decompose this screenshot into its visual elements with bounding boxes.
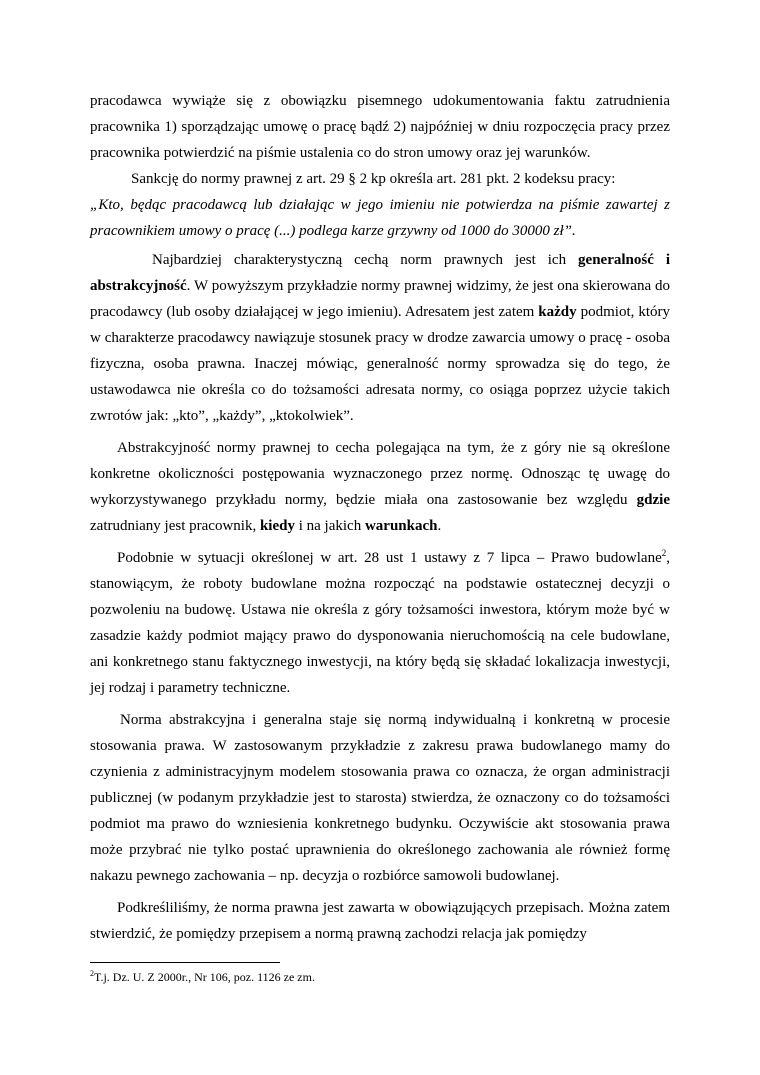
bold-term: kiedy <box>259 518 295 534</box>
footnote-text: T.j. Dz. U. Z 2000r., Nr 106, poz. 1126 ze zm. <box>94 970 315 984</box>
paragraph-1: pracodawca wywiąże się z obowiązku pisemnego udokumentowania faktu zatrudnienia pracownika 1) sporządzając umowę o pracę bądź 2) najpóźniej w dniu rozpoczęcia pracy przez pracownika potwierdzić na piśmie ustalenia co do stron umowy oraz jej warunków. <box>90 93 670 161</box>
paragraph-application: Norma abstrakcyjna i generalna staje się normą indywidualną i konkretną w procesie stosowania prawa. W zastosowanym przykładzie z zakresu prawa budowlanego mamy do czynienia z administracyjnym modelem stosowania prawa co oznacza, że organ administracji publicznej (w podanym przykładzie jest to starosta) stwierdza, że oznaczony co do tożsamości podmiot ma prawo do wzniesienia konkretnego budynku. Oczywiście akt stosowania prawa może przybrać nie tylko postać uprawnienia do określonego zachowania ale również formę nakazu pewnego zachowania – np. decyzja o rozbiórce samowoli budowlanej. <box>90 712 670 884</box>
text-segment: Abstrakcyjność normy prawnej to cecha polegająca na tym, że z góry nie są określone konkretne okoliczności postępowania wyznaczonego przez normę. Odnosząc tę uwagę do wykorzystywanego przykładu normy, będzie miała ona zastosowanie bez względu <box>90 440 670 508</box>
paragraph-abstractness <box>90 435 670 539</box>
bold-term: warunkach <box>364 518 438 534</box>
paragraph-2: Sankcję do normy prawnej z art. 29 § 2 kp określa art. 281 pkt. 2 kodeksu pracy: <box>131 171 616 187</box>
footnote-number: 2 <box>90 969 94 978</box>
text-segment: i na jakich <box>294 518 365 534</box>
text-segment: . W powyższym przykładzie normy prawnej widzimy, że jest ona skierowana do pracodawcy (lub osoby działającej w jego imieniu). Adresatem jest zatem <box>90 278 670 320</box>
bold-term: generalność i abstrakcyjność <box>90 252 670 294</box>
paragraph-provision: Podkreśliliśmy, że norma prawna jest zawarta w obowiązujących przepisach. Można zatem stwierdzić, że pomiędzy przepisem a normą prawną zachodzi relacja jak pomiędzy <box>90 900 670 942</box>
text-segment: . <box>437 518 442 534</box>
text-segment: Najbardziej charakterystyczną cechą norm prawnych jest ich <box>152 252 579 268</box>
paragraph-generality <box>90 247 670 429</box>
text-segment: podmiot, który w charakterze pracodawcy nawiązuje stosunek pracy w drodze zawarcia umowy o pracę - osoba fizyczna, osoba prawna. Inaczej mówiąc, generalność normy sprowadza się do tego, że ustawodawca nie określa co do tożsamości adresata normy, co osiąga poprzez użycie takich zwrotów jak: „kto”, „każdy”, „ktokolwiek”. <box>90 304 670 424</box>
bold-term: każdy <box>538 304 577 320</box>
text-segment: Podobnie w sytuacji określonej w art. 28 ust 1 ustawy z 7 lipca – Prawo budowlane <box>117 550 662 566</box>
quote-paragraph: „Kto, będąc pracodawcą lub działając w jego imieniu nie potwierdza na piśmie zawartej z pracownikiem umowy o pracę (...) podlega karze grzywny od 1000 do 30000 zł”. <box>90 197 670 239</box>
bold-term: gdzie <box>636 492 670 508</box>
main-text <box>90 88 670 947</box>
footnote-reference[interactable]: 2 <box>661 548 667 558</box>
text-segment: zatrudniany jest pracownik, <box>90 518 260 534</box>
text-segment: , stanowiącym, że roboty budowlane można rozpocząć na podstawie ostatecznej decyzji o pozwoleniu na budowę. Ustawa nie określa z góry tożsamości inwestora, którym może być w zasadzie każdy podmiot mający prawo do dysponowania nieruchomością na cele budowlane, ani konkretnego stanu faktycznego inwestycji, na który będą się składać lokalizacja inwestycji, jej rodzaj i parametry techniczne. <box>90 550 670 696</box>
paragraph-building-law <box>90 545 670 701</box>
footnote <box>90 969 650 985</box>
footnote-separator <box>90 962 280 963</box>
